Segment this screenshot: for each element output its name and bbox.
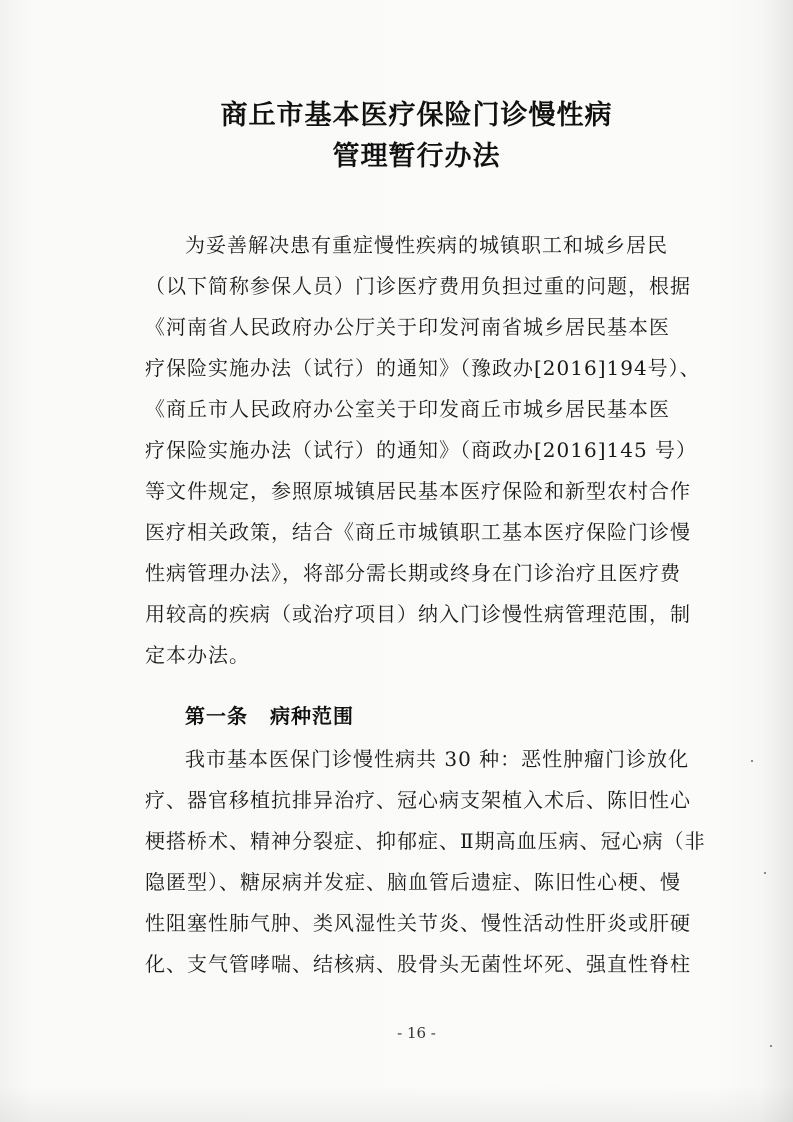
body-line: 用较高的疾病（或治疗项目）纳入门诊慢性病管理范围，制: [145, 602, 691, 626]
article-title: 病种范围: [270, 704, 354, 728]
scan-speck: [770, 1045, 772, 1047]
body-line: 疗保险实施办法（试行）的通知》（商政办[2016]145 号）: [145, 438, 698, 462]
body-line: 医疗相关政策，结合《商丘市城镇职工基本医疗保险门诊慢: [145, 520, 691, 544]
body-line: 隐匿型）、糖尿病并发症、脑血管后遗症、陈旧性心梗、慢: [145, 870, 681, 894]
body-line: 疗、器官移植抗排异治疗、冠心病支架植入术后、陈旧性心: [145, 788, 691, 812]
body-line: 性病管理办法》，将部分需长期或终身在门诊治疗且医疗费: [145, 561, 681, 585]
scan-bottom-shading: [0, 1085, 793, 1122]
scan-speck: [764, 872, 766, 874]
document-title-line-1: 商丘市基本医疗保险门诊慢性病: [220, 100, 613, 131]
body-line: 定本办法。: [145, 643, 250, 667]
body-line: 《河南省人民政府办公厅关于印发河南省城乡居民基本医: [145, 315, 670, 339]
article-1-heading: [185, 700, 354, 729]
body-line: 我市基本医保门诊慢性病共 30 种：恶性肿瘤门诊放化: [185, 747, 690, 771]
body-line: 疗保险实施办法（试行）的通知》（豫政办[2016]194号）、: [145, 356, 701, 380]
body-line: （以下简称参保人员）门诊医疗费用负担过重的问题，根据: [145, 274, 691, 298]
body-line: 梗搭桥术、精神分裂症、抑郁症、Ⅱ期高血压病、冠心病（非: [145, 829, 706, 853]
document-title-line-2: 管理暂行办法: [332, 141, 501, 172]
body-line: 化、支气管哮喘、结核病、股骨头无菌性坏死、强直性脊柱: [145, 952, 691, 976]
body-line: 为妥善解决患有重症慢性疾病的城镇职工和城乡居民: [185, 233, 668, 257]
article-number: 第一条: [185, 704, 248, 728]
body-line: 等文件规定，参照原城镇居民基本医疗保险和新型农村合作: [145, 479, 691, 503]
body-line: 性阻塞性肺气肿、类风湿性关节炎、慢性活动性肝炎或肝硬: [145, 911, 691, 935]
body-line: 《商丘市人民政府办公室关于印发商丘市城乡居民基本医: [145, 397, 670, 421]
scan-speck: [751, 760, 753, 762]
page-number: - 16 -: [397, 1024, 436, 1042]
